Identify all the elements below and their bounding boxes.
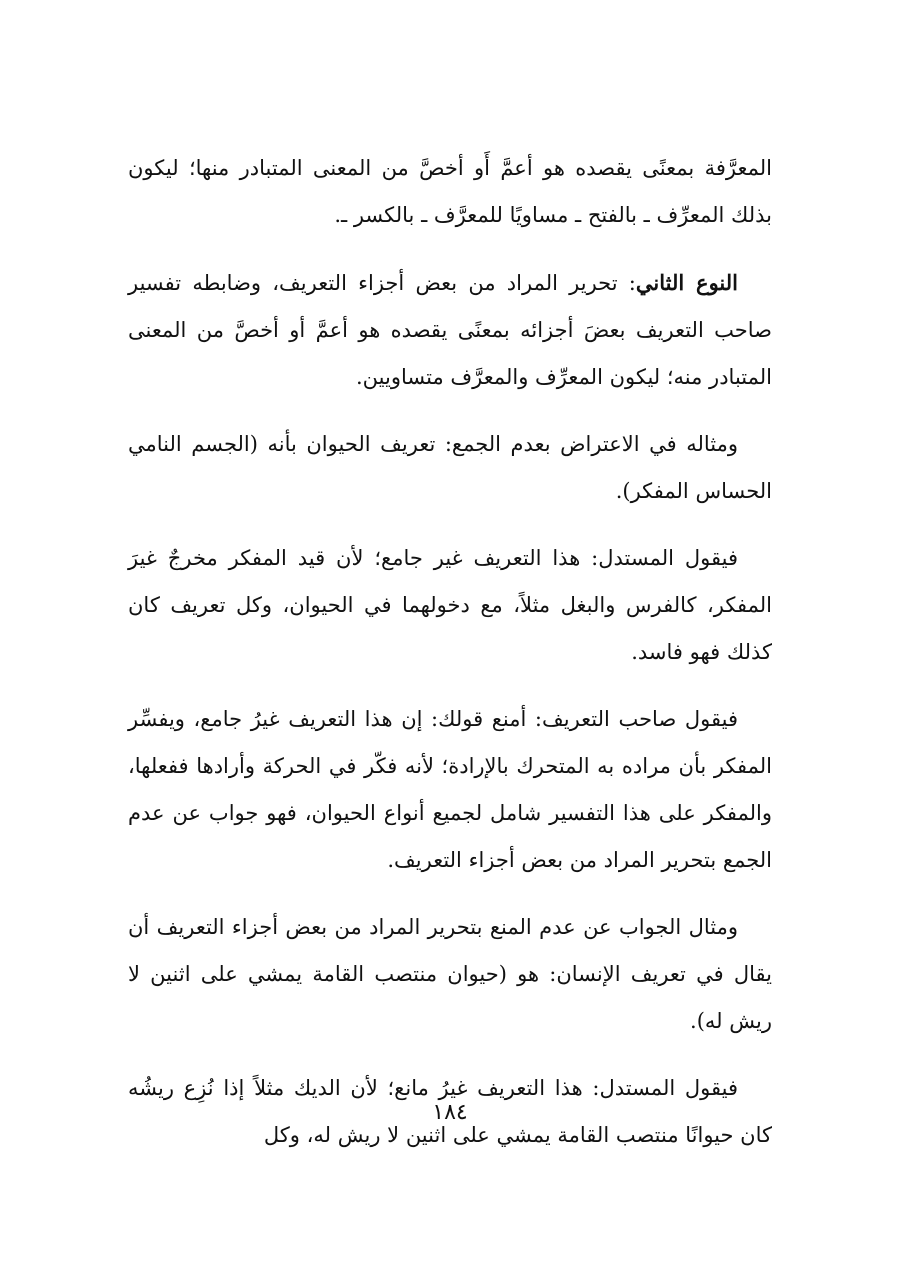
page-number: ١٨٤ bbox=[432, 1100, 468, 1125]
paragraph-1-text: المعرَّفة بمعنًى يقصده هو أعمَّ أَو أخصَّ من المعنى المتبادر منها؛ ليكون بذلك المعرِّف ـ بالفتح ـ مساويًا للمعرَّف ـ بالكسر ـ. bbox=[128, 156, 772, 227]
paragraph-4 bbox=[128, 535, 772, 676]
paragraph-2 bbox=[128, 259, 772, 401]
paragraph-2-text: : تحرير المراد من بعض أجزاء التعريف، وضابطه تفسير صاحب التعريف بعضَ أجزائه بمعنًى يقصده هو أعمَّ أو أخصَّ من المعنى المتبادر منه؛ ليكون المعرِّف والمعرَّف متساويين. bbox=[128, 271, 772, 389]
paragraph-3 bbox=[128, 421, 772, 515]
paragraph-6 bbox=[128, 904, 772, 1045]
section-heading: النوع الثاني bbox=[635, 270, 738, 295]
page-body bbox=[128, 145, 772, 1179]
paragraph-1 bbox=[128, 145, 772, 239]
paragraph-6-text: ومثال الجواب عن عدم المنع بتحرير المراد من بعض أجزاء التعريف أن يقال في تعريف الإنسان: هو (حيوان منتصب القامة يمشي على اثنين لا ريش له). bbox=[128, 915, 772, 1033]
paragraph-3-text: ومثاله في الاعتراض بعدم الجمع: تعريف الحيوان بأنه (الجسم النامي الحساس المفكر). bbox=[128, 432, 772, 503]
paragraph-7-text: فيقول المستدل: هذا التعريف غيرُ مانع؛ لأن الديك مثلاً إذا نُزِع ريشُه كان حيوانًا منتصب القامة يمشي على اثنين لا ريش له، وكل bbox=[128, 1076, 772, 1147]
paragraph-5-text: فيقول صاحب التعريف: أمنع قولك: إن هذا التعريف غيرُ جامع، ويفسِّر المفكر بأن مراده به المتحرك بالإرادة؛ لأنه فكّر في الحركة وأرادها ففعلها، والمفكر على هذا التفسير شامل لجميع أنواع الحيوان، فهو جواب عن عدم الجمع بتحرير المراد من بعض أجزاء التعريف. bbox=[128, 707, 772, 872]
paragraph-5 bbox=[128, 696, 772, 884]
paragraph-4-text: فيقول المستدل: هذا التعريف غير جامع؛ لأن قيد المفكر مخرجٌ غيرَ المفكر، كالفرس والبغل مثلاً، مع دخولهما في الحيوان، وكل تعريف كان كذلك فهو فاسد. bbox=[128, 546, 772, 664]
